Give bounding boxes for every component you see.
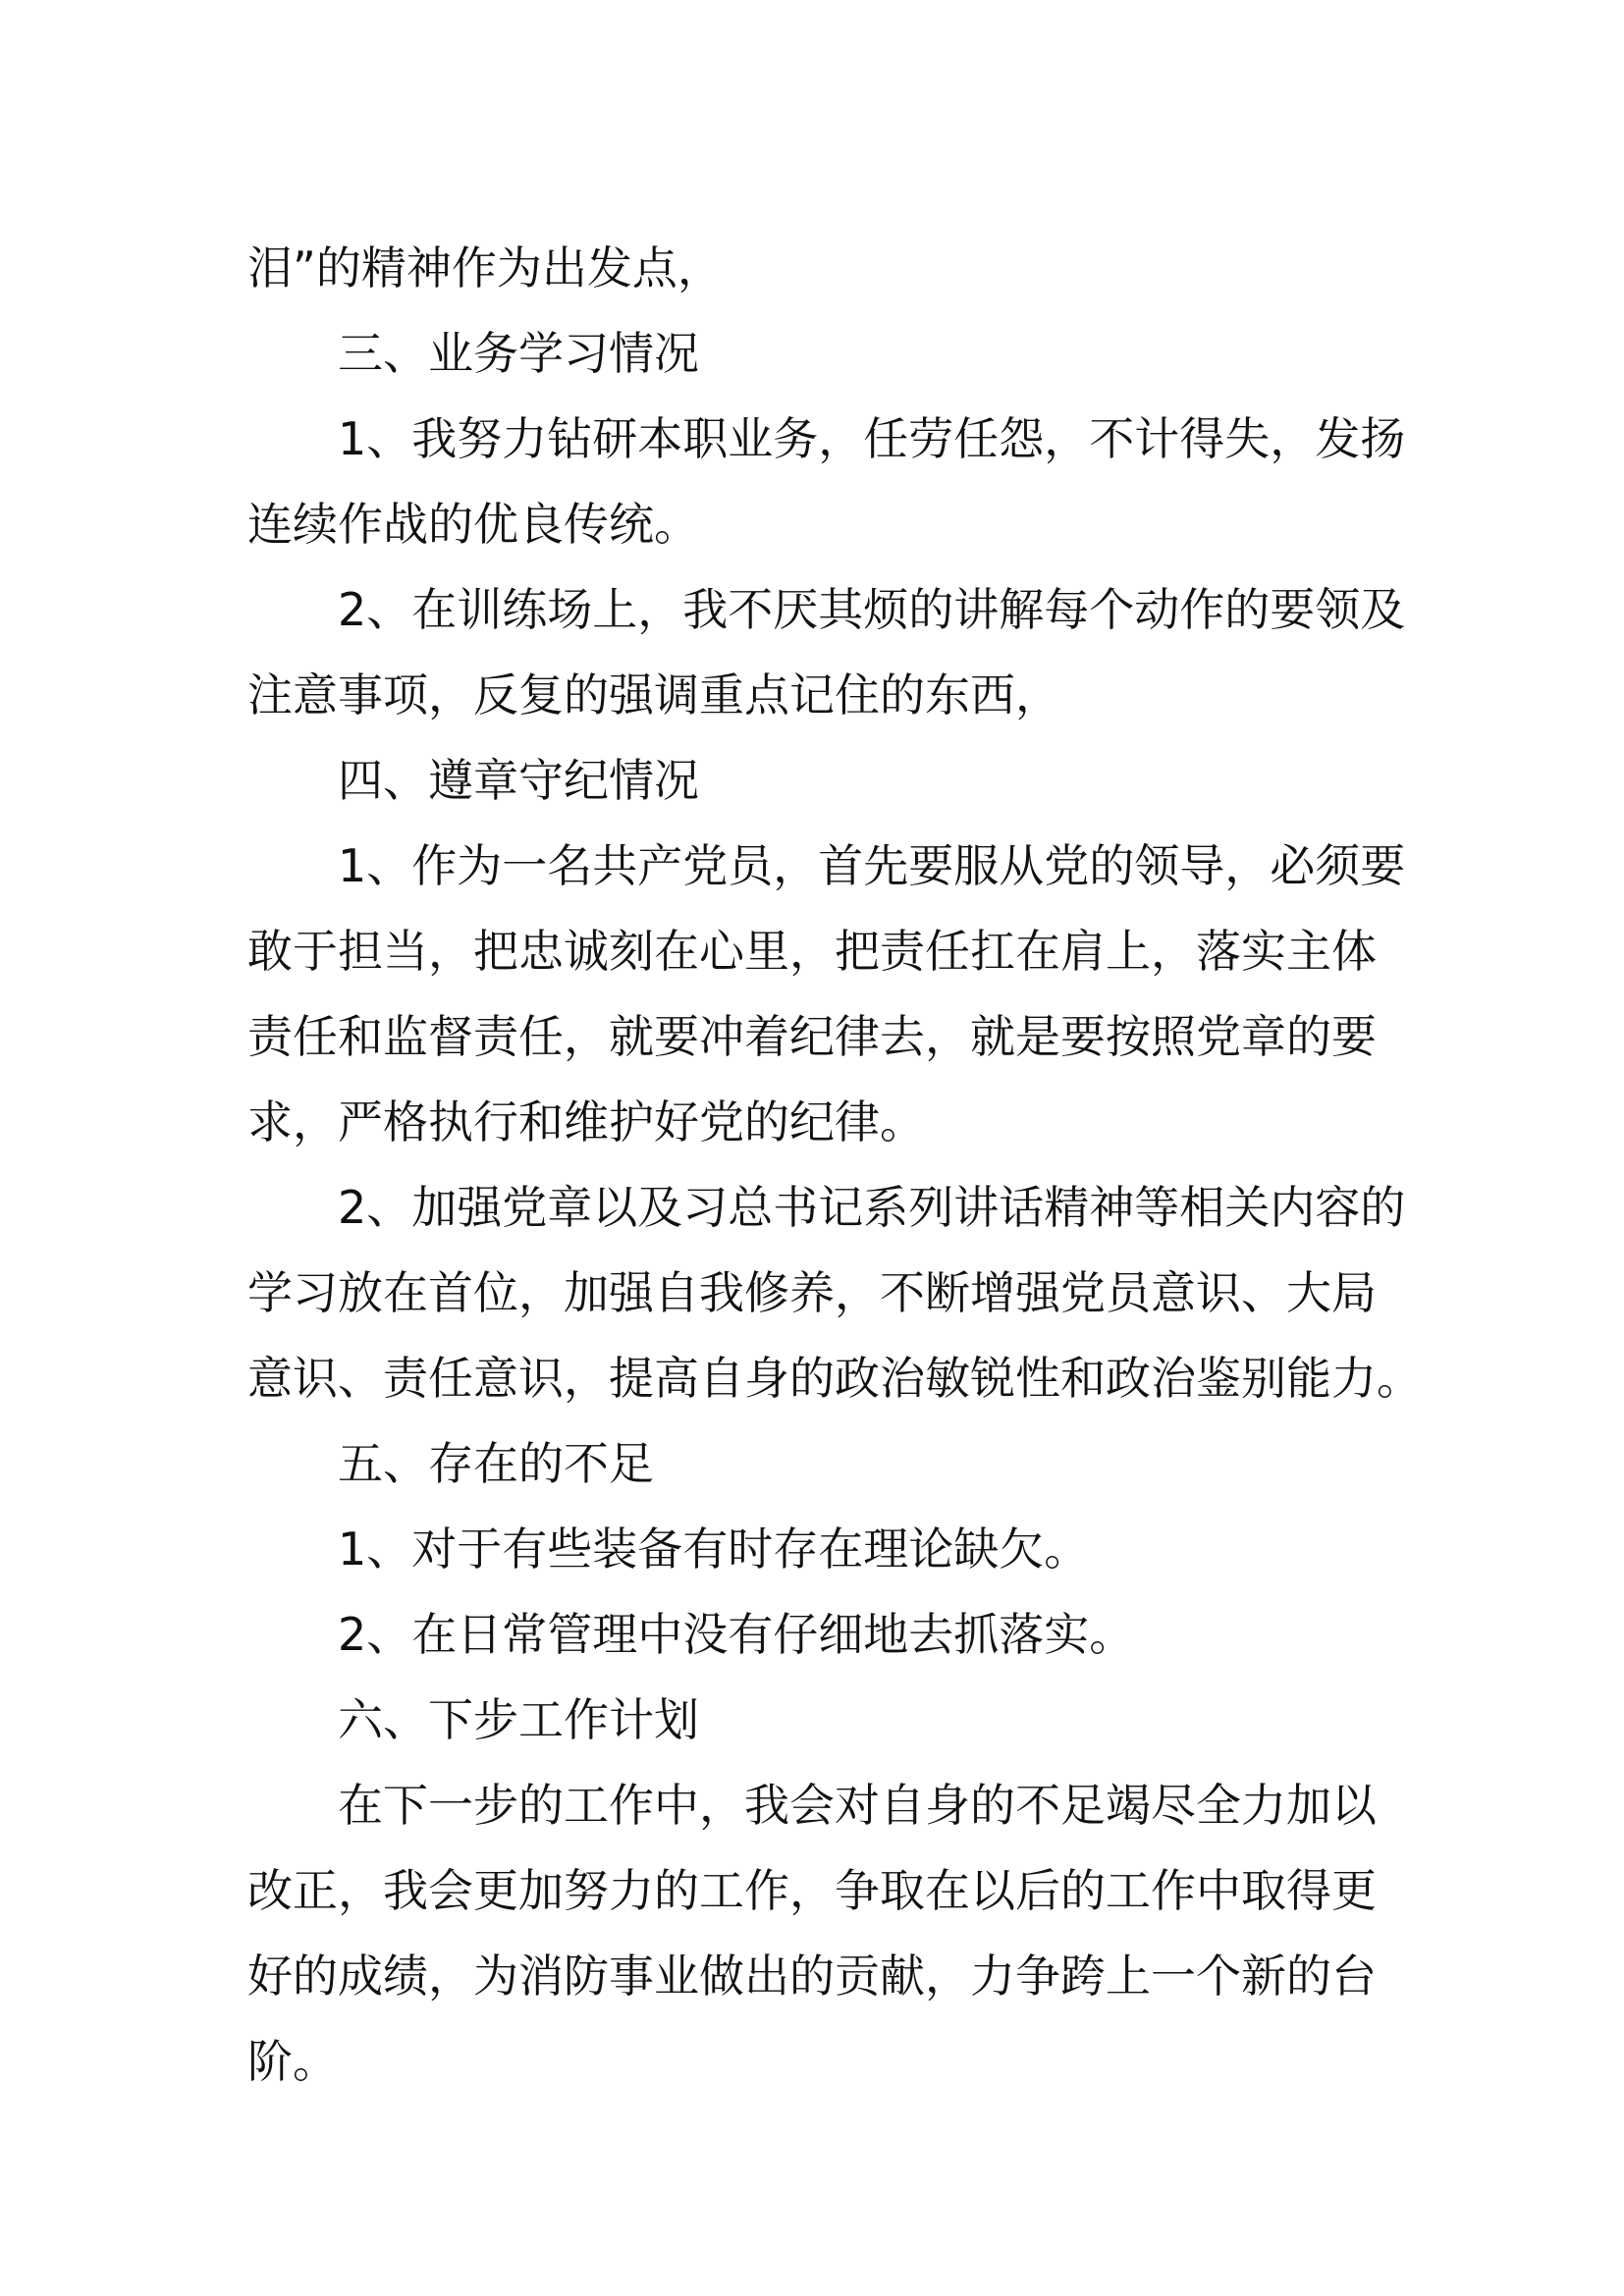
section-heading-3: 三、业务学习情况 — [338, 327, 699, 380]
paragraph-6-line-4: 阶。 — [247, 2035, 338, 2088]
paragraph-3-2-line-2: 注意事项，反复的强调重点记住的东西， — [247, 668, 1060, 721]
paragraph-4-1-line-4: 求，严格执行和维护好党的纪律。 — [247, 1095, 925, 1148]
paragraph-3-2-line-1: 2、在训练场上，我不厌其烦的讲解每个动作的要领及 — [338, 583, 1406, 636]
paragraph-3-1-line-2: 连续作战的优良传统。 — [247, 498, 699, 551]
paragraph-6-line-2: 改正，我会更加努力的工作，争取在以后的工作中取得更 — [247, 1864, 1377, 1917]
paragraph-4-2-line-2: 学习放在首位，加强自我修养，不断增强党员意识、大局 — [247, 1266, 1377, 1319]
section-heading-4: 四、遵章守纪情况 — [338, 754, 699, 807]
paragraph-5-1: 1、对于有些装备有时存在理论缺欠。 — [338, 1522, 1090, 1575]
document-page — [247, 226, 1422, 2105]
paragraph-6-line-1: 在下一步的工作中，我会对自身的不足竭尽全力加以 — [338, 1779, 1377, 1832]
paragraph-3-1-line-1: 1、我努力钻研本职业务，任劳任怨，不计得失，发扬 — [338, 412, 1406, 465]
paragraph-4-2-line-1: 2、加强党章以及习总书记系列讲话精神等相关内容的 — [338, 1181, 1406, 1234]
paragraph-5-2: 2、在日常管理中没有仔细地去抓落实。 — [338, 1608, 1135, 1661]
paragraph-4-1-line-2: 敢于担当，把忠诚刻在心里，把责任扛在肩上，落实主体 — [247, 925, 1377, 978]
paragraph-6-line-3: 好的成绩，为消防事业做出的贡献，力争跨上一个新的台 — [247, 1949, 1377, 2002]
paragraph-4-1-line-3: 责任和监督责任，就要冲着纪律去，就是要按照党章的要 — [247, 1010, 1377, 1063]
section-heading-6: 六、下步工作计划 — [338, 1693, 699, 1746]
paragraph-4-1-line-1: 1、作为一名共产党员，首先要服从党的领导，必须要 — [338, 839, 1406, 892]
paragraph-4-2-line-3: 意识、责任意识，提高自身的政治敏锐性和政治鉴别能力。 — [247, 1352, 1422, 1405]
section-heading-5: 五、存在的不足 — [338, 1437, 654, 1490]
text-line-continuation: 泪”的精神作为出发点， — [247, 241, 723, 294]
